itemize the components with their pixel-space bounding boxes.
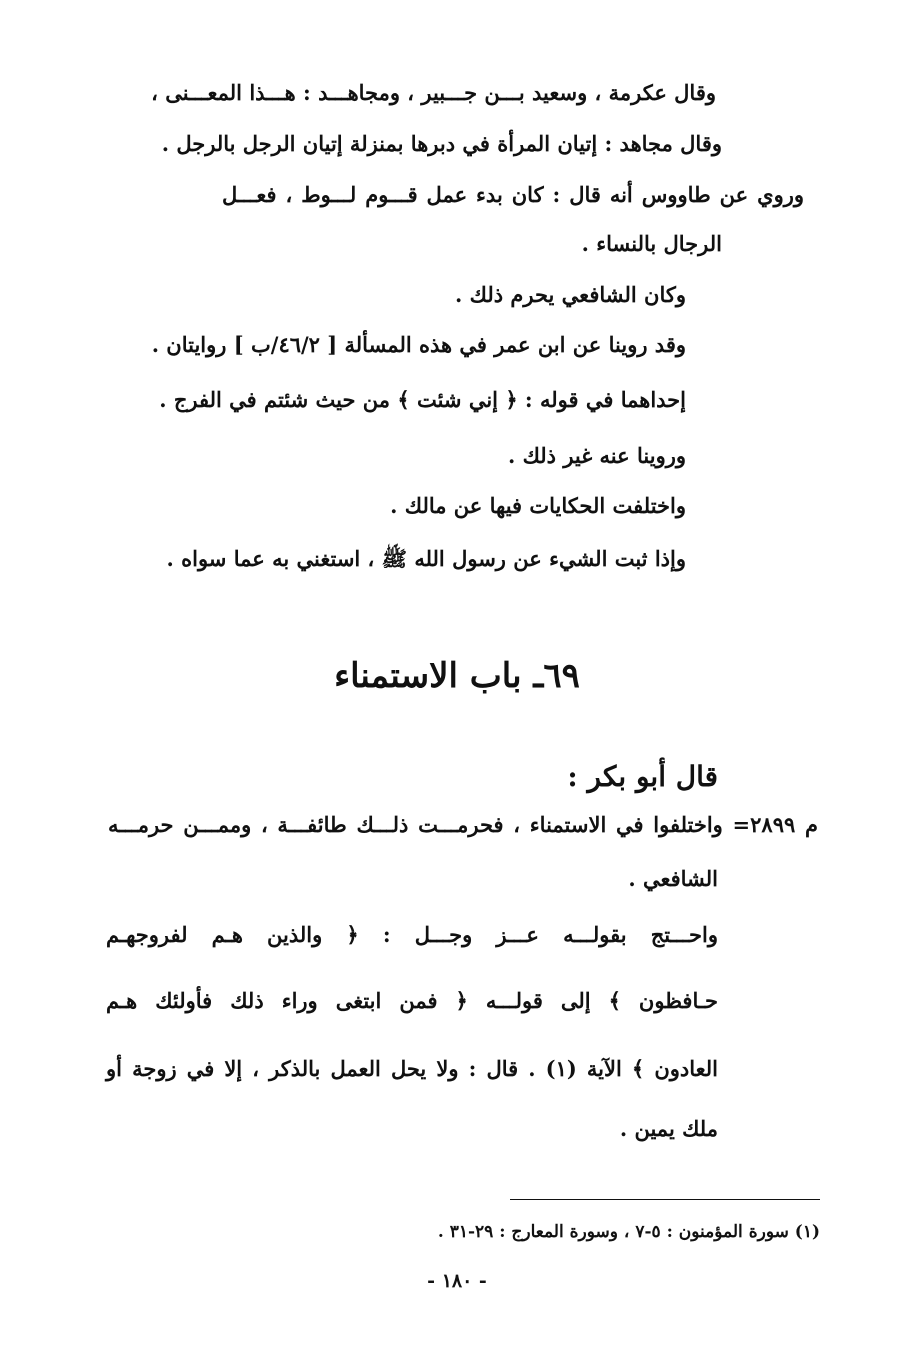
text-line-5: وكان الشافعي يحرم ذلك . xyxy=(455,282,686,307)
text-line-1: وقال عكرمة ، وسعيد بـــن جـــبير ، ومجاهـــد : هـــذا المعـــنى ، xyxy=(151,80,716,105)
text-line-7: إحداهما في قوله : ﴿ إني شئت ﴾ من حيث شئتم في الفرج . xyxy=(159,387,686,412)
chapter-heading: ٦٩ـ باب الاستمناء xyxy=(334,656,580,696)
page-number: - ١٨٠ - xyxy=(427,1270,487,1292)
section-line-4: حـافظون ﴾ إلى قولـــه ﴿ فمن ابتغى وراء ذلك فأولئك هـم xyxy=(106,988,718,1013)
section-line-6: ملك يمين . xyxy=(619,1116,718,1141)
section-line-5: العادون ﴾ الآية (١) . قال : ولا يحل العمل بالذكر ، إلا في زوجة أو xyxy=(106,1056,719,1081)
footnote-separator xyxy=(510,1199,820,1200)
section-line-1: م ٢٨٩٩= واختلفوا في الاستمناء ، فحرمـــت ذلـــك طائفـــة ، وممـــن حرمـــه xyxy=(108,812,818,837)
text-line-3: وروي عن طاووس أنه قال : كان بدء عمل قـــوم لـــوط ، فعـــل xyxy=(222,182,804,207)
text-line-9: واختلفت الحكايات فيها عن مالك . xyxy=(390,493,686,518)
footnote: (١) سورة المؤمنون : ٥-٧ ، وسورة المعارج : ٢٩-٣١ . xyxy=(437,1222,820,1242)
text-line-6: وقد روينا عن ابن عمر في هذه المسألة [ ٤٦/٢/ب ] روايتان . xyxy=(151,332,686,357)
text-line-8: وروينا عنه غير ذلك . xyxy=(507,443,686,468)
section-line-2: الشافعي . xyxy=(628,866,718,891)
text-line-2: وقال مجاهد : إتيان المرأة في دبرها بمنزلة إتيان الرجل بالرجل . xyxy=(161,131,722,156)
text-line-4: الرجال بالنساء . xyxy=(581,231,722,256)
section-subheading: قال أبو بكر : xyxy=(567,760,718,793)
section-line-3: واحـــتج بقولـــه عـــز وجـــل : ﴿ والذين هـم لفروجهـم xyxy=(106,922,718,947)
text-line-10: وإذا ثبت الشيء عن رسول الله ﷺ ، استغني به عما سواه . xyxy=(166,546,686,571)
